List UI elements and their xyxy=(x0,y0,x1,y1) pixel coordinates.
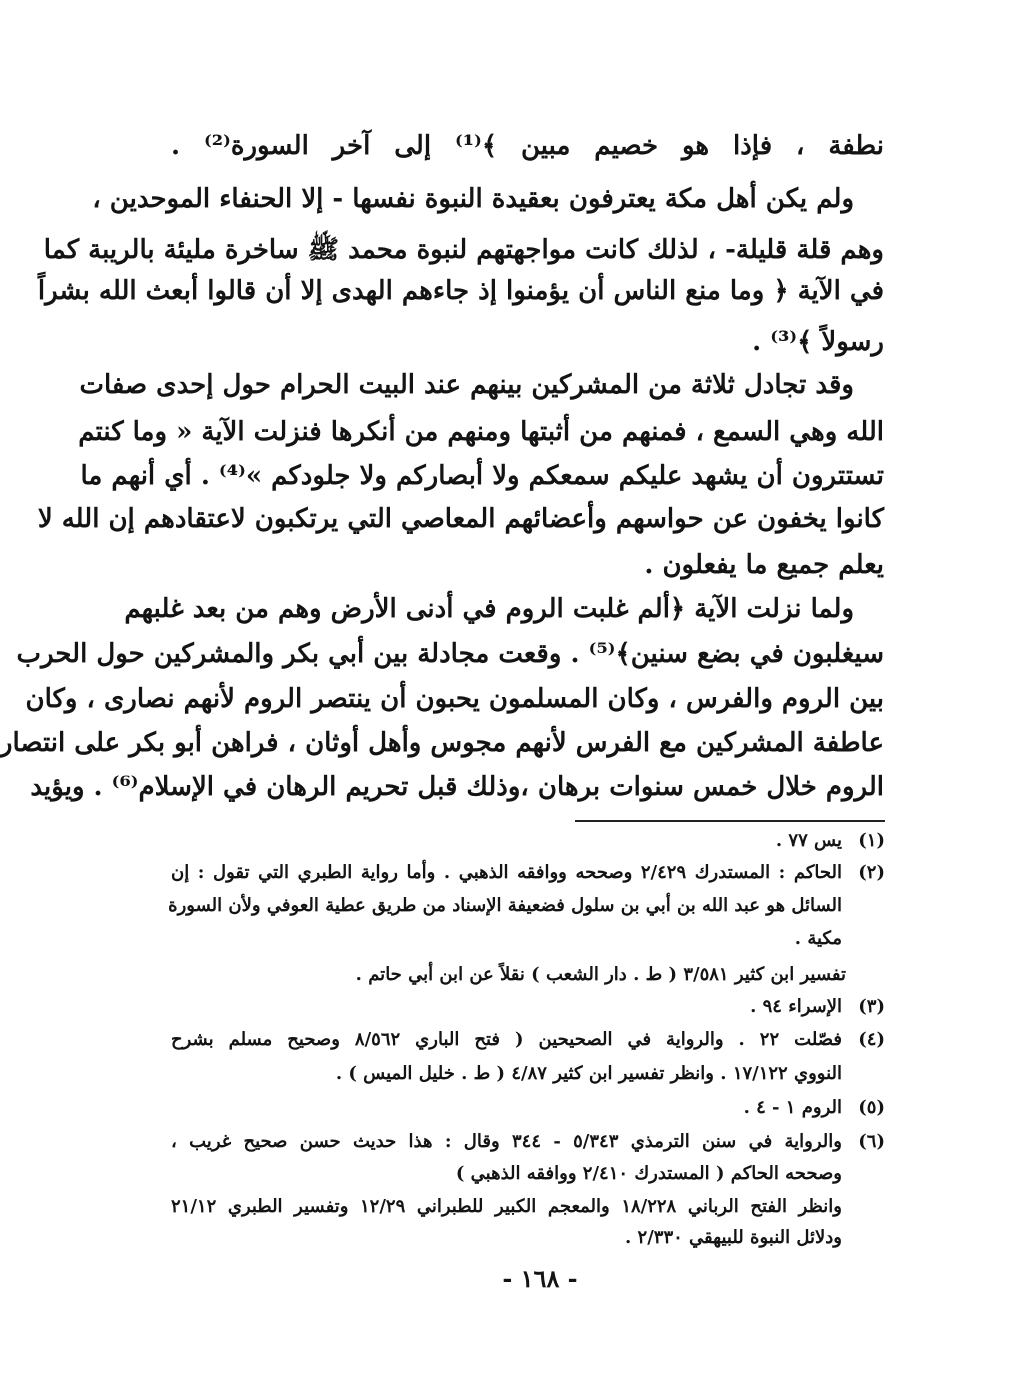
footnote-4-line-2: النووي ١٧/١٢٢ . وانظر تفسير ابن كثير ٤/٨٧ ( ط . خليل الميس ) . xyxy=(335,1063,842,1084)
footnote-6-line-3: وانظر الفتح الرباني ١٨/٢٢٨ والمعجم الكبير للطبراني ١٢/٢٩ وتفسير الطبري ٢١/١٢ xyxy=(171,1196,842,1217)
body-line-2: ولم يكن أهل مكة يعترفون بعقيدة النبوة نفسها - إلا الحنفاء الموحدين ، xyxy=(92,184,854,214)
body-line-4: في الآية ﴿ وما منع الناس أن يؤمنوا إذ جاءهم الهدى إلا أن قالوا أبعث الله بشراً xyxy=(37,276,884,306)
footnote-2-line-3: مكية . xyxy=(794,928,842,949)
body-line-12: سيغلبون في بضع سنين﴾⁽⁵⁾ . وقعت مجادلة بين أبي بكر والمشركين حول الحرب xyxy=(16,639,884,669)
footnote-number-2: (٢) xyxy=(858,862,885,883)
footnote-4-line-1: فصّلت ٢٢ . والرواية في الصحيحين ( فتح الباري ٨/٥٦٢ وصحيح مسلم بشرح xyxy=(171,1029,842,1050)
footnote-number-3: (٣) xyxy=(858,996,885,1017)
body-line-1: نطفة ، فإذا هو خصيم مبين ﴾⁽¹⁾ إلى آخر السورة⁽²⁾ . xyxy=(171,131,884,161)
footnote-3: الإسراء ٩٤ . xyxy=(750,996,842,1017)
body-line-3: وهم قلة قليلة- ، لذلك كانت مواجهتهم لنبوة محمد ﷺ ساخرة مليئة بالريبة كما xyxy=(43,235,884,265)
page-number: - ١٦٨ - xyxy=(502,1264,578,1293)
body-line-7: الله وهي السمع ، فمنهم من أثبتها ومنهم من أنكرها فنزلت الآية « وما كنتم xyxy=(78,417,884,447)
footnote-2-line-2: السائل هو عبد الله بن أبي بن سلول فضعيفة الإسناد من طريق عطية العوفي ولأن السورة xyxy=(168,895,842,916)
body-line-13: بين الروم والفرس ، وكان المسلمون يحبون أن ينتصر الروم لأنهم نصارى ، وكان xyxy=(25,684,884,714)
footnote-6-line-2: وصححه الحاكم ( المستدرك ٢/٤١٠ ووافقه الذهبي ) xyxy=(455,1163,842,1184)
body-line-14: عاطفة المشركين مع الفرس لأنهم مجوس وأهل أوثان ، فراهن أبو بكر على انتصار xyxy=(0,728,884,758)
footnote-number-5: (٥) xyxy=(858,1097,885,1118)
footnote-2-line-4: تفسير ابن كثير ٣/٥٨١ ( ط . دار الشعب ) نقلاً عن ابن أبي حاتم . xyxy=(355,964,846,985)
footnote-5: الروم ١ - ٤ . xyxy=(743,1097,842,1118)
footnote-6-line-1: والرواية في سنن الترمذي ٥/٣٤٣ - ٣٤٤ وقال : هذا حديث حسن صحيح غريب ، xyxy=(171,1131,842,1152)
footnote-6-line-4: ودلائل النبوة للبيهقي ٢/٣٣٠ . xyxy=(624,1227,842,1248)
body-line-10: يعلم جميع ما يفعلون . xyxy=(644,550,884,580)
body-line-5: رسولاً ﴾⁽³⁾ . xyxy=(752,327,884,357)
body-line-9: كانوا يخفون عن حواسهم وأعضائهم المعاصي التي يرتكبون لاعتقادهم إن الله لا xyxy=(37,504,884,534)
footnote-separator xyxy=(575,820,885,822)
body-line-11: ولما نزلت الآية ﴿ألم غلبت الروم في أدنى الأرض وهم من بعد غلبهم xyxy=(124,594,854,624)
footnote-1: يس ٧٧ . xyxy=(775,830,842,851)
footnote-2-line-1: الحاكم : المستدرك ٢/٤٢٩ وصححه ووافقه الذهبي . وأما رواية الطبري التي تقول : إن xyxy=(171,862,842,883)
footnote-number-1: (١) xyxy=(858,830,885,851)
body-line-8: تستترون أن يشهد عليكم سمعكم ولا أبصاركم ولا جلودكم »⁽⁴⁾ . أي أنهم ما xyxy=(80,461,884,491)
body-line-15: الروم خلال خمس سنوات برهان ،وذلك قبل تحريم الرهان في الإسلام⁽⁶⁾ . ويؤيد xyxy=(30,772,884,802)
footnote-number-6: (٦) xyxy=(858,1131,885,1152)
body-line-6: وقد تجادل ثلاثة من المشركين بينهم عند البيت الحرام حول إحدى صفات xyxy=(79,370,854,400)
footnote-number-4: (٤) xyxy=(858,1029,885,1050)
